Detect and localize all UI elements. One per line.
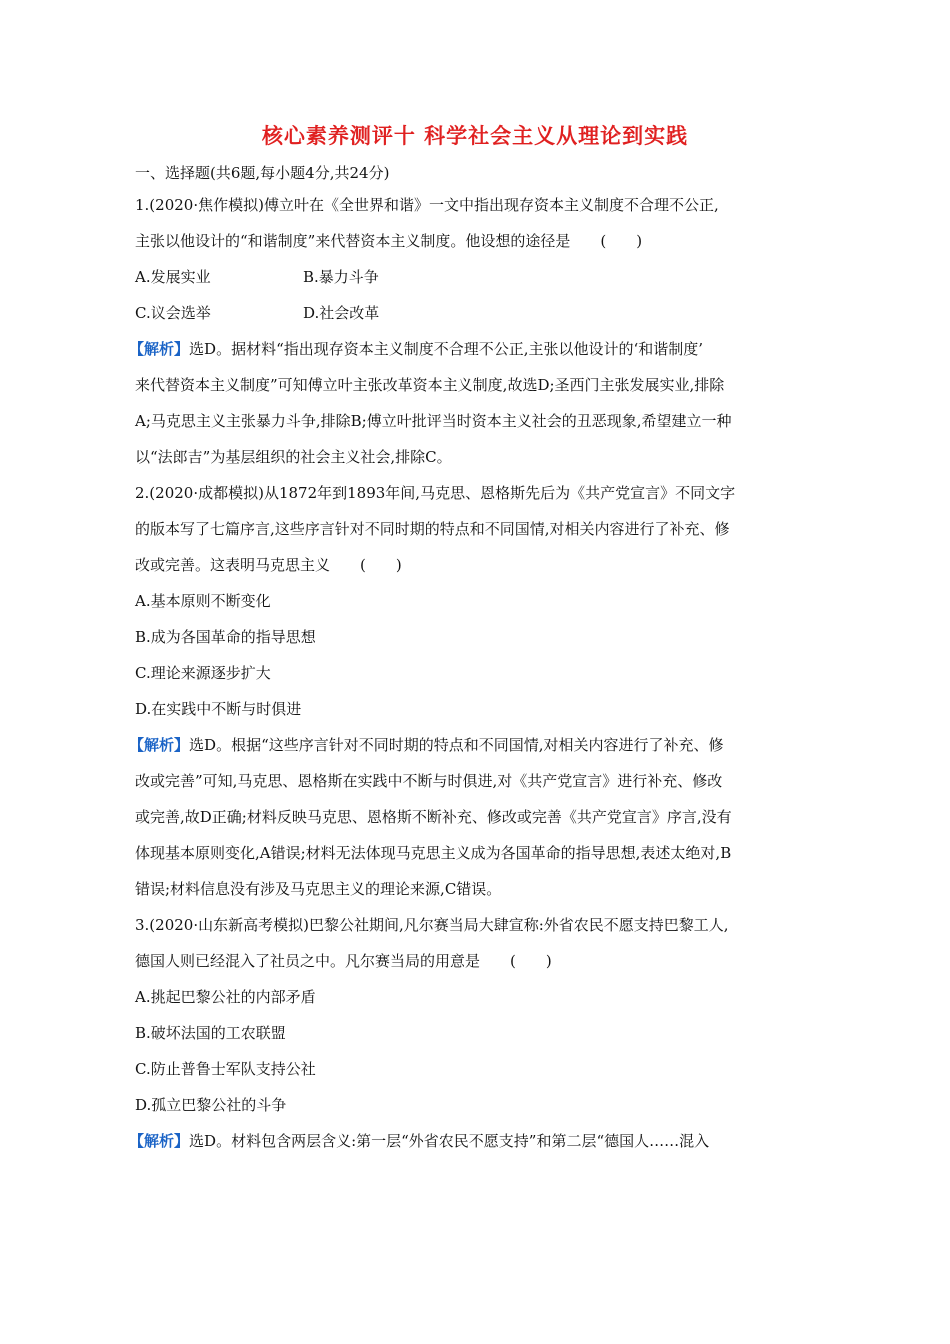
page-title: 核心素养测评十 科学社会主义从理论到实践 — [261, 124, 689, 148]
q2-option-d: D.在实践中不断与时俱进 — [135, 700, 302, 718]
q1-option-a: A.发展实业 — [135, 268, 211, 286]
q3-option-b: B.破坏法国的工农联盟 — [135, 1024, 286, 1042]
q3-analysis-text: 选D。材料包含两层含义:第一层“外省农民不愿支持”和第二层“德国人……混入 — [189, 1132, 710, 1150]
analysis-tag: 【解析】 — [129, 1132, 190, 1150]
q2-analysis-text: 选D。根据“这些序言针对不同时期的特点和不同国情,对相关内容进行了补充、修 — [189, 736, 724, 754]
q2-stem-line: 的版本写了七篇序言,这些序言针对不同时期的特点和不同国情,对相关内容进行了补充、修 — [135, 520, 730, 538]
analysis-tag-text: 解析 — [144, 340, 175, 358]
q1-stem-line: 主张以他设计的“和谐制度”来代替资本主义制度。他设想的途径是 ( ) — [135, 232, 643, 250]
q2-analysis-line: 错误;材料信息没有涉及马克思主义的理论来源,C错误。 — [135, 880, 502, 898]
analysis-tag: 【解析】 — [129, 340, 190, 358]
q2-analysis-line: 体现基本原则变化,A错误;材料无法体现马克思主义成为各国革命的指导思想,表述太绝对,B — [135, 844, 732, 862]
q3-option-c: C.防止普鲁士军队支持公社 — [135, 1060, 316, 1078]
analysis-tag: 【解析】 — [129, 736, 190, 754]
q2-analysis-line — [129, 727, 825, 763]
q1-option-c: C.议会选举 — [135, 304, 211, 322]
q1-options-row — [135, 295, 825, 331]
q2-option-c: C.理论来源逐步扩大 — [135, 664, 271, 682]
q2-analysis-line: 或完善,故D正确;材料反映马克思、恩格斯不断补充、修改或完善《共产党宣言》序言,没有 — [135, 808, 732, 826]
q1-options-row — [135, 259, 825, 295]
q2-option-b: B.成为各国革命的指导思想 — [135, 628, 316, 646]
q3-stem-line: 德国人则已经混入了社员之中。凡尔赛当局的用意是 ( ) — [135, 952, 552, 970]
q1-analysis-line: A;马克思主义主张暴力斗争,排除B;傅立叶批评当时资本主义社会的丑恶现象,希望建立一种 — [135, 412, 732, 430]
q1-stem-line: 1.(2020·焦作模拟)傅立叶在《全世界和谐》一文中指出现存资本主义制度不合理不公正, — [135, 196, 719, 214]
q2-stem-line: 2.(2020·成都模拟)从1872年到1893年间,马克思、恩格斯先后为《共产党宣言》不同文字 — [135, 484, 736, 502]
q1-analysis-line: 以“法郎吉”为基层组织的社会主义社会,排除C。 — [135, 448, 452, 466]
q1-option-d: D.社会改革 — [303, 304, 380, 322]
q1-analysis-line: 来代替资本主义制度”可知傅立叶主张改革资本主义制度,故选D;圣西门主张发展实业,排除 — [135, 376, 725, 394]
q2-option-a: A.基本原则不断变化 — [135, 592, 271, 610]
analysis-tag-text: 解析 — [144, 1132, 175, 1150]
q2-analysis-line: 改或完善”可知,马克思、恩格斯在实践中不断与时俱进,对《共产党宣言》进行补充、修改 — [135, 772, 723, 790]
q1-analysis-text: 选D。据材料“指出现存资本主义制度不合理不公正,主张以他设计的‘和谐制度’ — [189, 340, 704, 358]
section-heading: 一、选择题(共6题,每小题4分,共24分) — [135, 164, 390, 182]
analysis-tag-text: 解析 — [144, 736, 175, 754]
q1-analysis-line — [129, 331, 825, 367]
q3-analysis-line — [129, 1123, 825, 1159]
q3-option-d: D.孤立巴黎公社的斗争 — [135, 1096, 287, 1114]
q1-option-b: B.暴力斗争 — [303, 268, 379, 286]
q2-stem-line: 改或完善。这表明马克思主义 ( ) — [135, 556, 402, 574]
question-content — [129, 160, 825, 1159]
q3-stem-line: 3.(2020·山东新高考模拟)巴黎公社期间,凡尔赛当局大肆宣称:外省农民不愿支持巴黎工人, — [135, 916, 729, 934]
q3-option-a: A.挑起巴黎公社的内部矛盾 — [135, 988, 316, 1006]
